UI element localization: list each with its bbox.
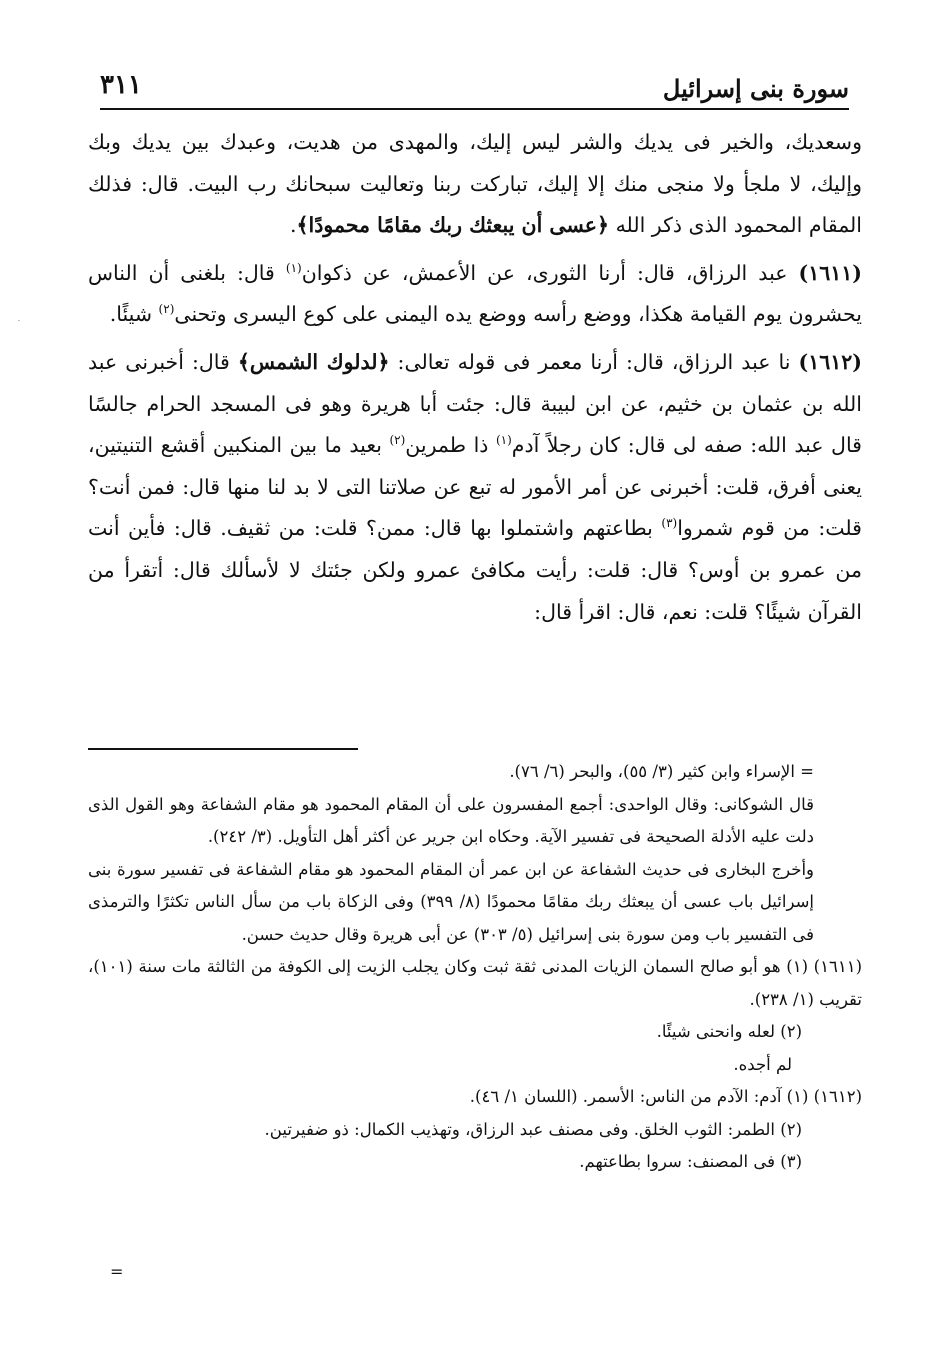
footnote: (٢) الطمر: الثوب الخلق. وفى مصنف عبد الرزاق، وتهذيب الكمال: ذو ضفيرتين.	[264, 1119, 802, 1139]
footnote: وأخرج البخارى فى حديث الشفاعة عن ابن عمر أن المقام المحمود هو مقام الشفاعة فى تفسير سورة بنى إسرائيل باب عسى أن يبعثك ربك مقامًا محمودًا (٨/ ٣٩٩) وفى الزكاة باب من سأل الناس تكثرًا والترمذى فى التفسير باب ومن سورة بنى إسرائيل (٥/ ٣٠٣) عن أبى هريرة وقال حديث حسن.	[88, 859, 814, 944]
page-number: ٣١١	[100, 70, 142, 100]
main-text	[88, 122, 862, 639]
footnote: لم أجده.	[733, 1054, 792, 1074]
quran-quote: ﴿عسى أن يبعثك ربك مقامًا محمودًا﴾	[296, 213, 610, 238]
hadith-number: (١٦١٢)	[798, 349, 862, 374]
footnote: (١٦١١) (١) هو أبو صالح السمان الزيات المدنى ثقة ثبت وكان يجلب الزيت إلى الكوفة من الثالثة مات سنة (١٠١)، تقريب (١/ ٢٣٨).	[88, 957, 863, 1009]
margin-mark: =	[110, 1262, 124, 1281]
footnote: (٢) لعله وانحنى شيئًا.	[656, 1022, 802, 1041]
quran-quote: ﴿لدلوك الشمس﴾	[237, 349, 390, 374]
hadith-number: (١٦١١)	[798, 260, 862, 285]
paragraph-1: وسعديك، والخير فى يديك والشر ليس إليك، والمهدى من هديت، وعبدك بين يديك وبك وإليك، لا ملجأ ولا منجى منك إلا إليك، تباركت ربنا وتعاليت سبحانك رب البيت. قال: فذلك المقام المحمود الذى ذكر الله ﴿عسى أن يبعثك ربك مقامًا محمودًا﴾.	[88, 130, 862, 238]
page-header	[100, 68, 849, 108]
footnote: قال الشوكانى: وقال الواحدى: أجمع المفسرون على أن المقام المحمود هو مقام الشفاعة وهو القول الذى دلت عليه الأدلة الصحيحة فى تفسير الآية. وحكاه ابن جرير عن أكثر أهل التأويل. (٣/ ٢٤٢).	[88, 794, 814, 846]
footnote-ref: (٢)	[158, 302, 175, 317]
scan-speck: ·	[18, 318, 20, 325]
paragraph-1611: (١٦١١) عبد الرزاق، قال: أرنا الثورى، عن الأعمش، عن ذكوان$^{(١)}$ قال: بلغنى أن الناس يحشرون يوم القيامة هكذا، ووضع رأسه ووضع يده اليمنى على كوع اليسرى وتحنى$^{(٢)}$ شيئًا.	[88, 260, 862, 327]
header-rule	[100, 108, 849, 110]
surah-title: سورة بنى إسرائيل	[662, 74, 849, 103]
footnote: = الإسراء وابن كثير (٣/ ٥٥)، والبحر (٦/ ٧٦).	[509, 762, 814, 781]
footnote: (٣) فى المصنف: سروا بطاعتهم.	[579, 1152, 802, 1171]
footnote-ref: (١)	[495, 433, 512, 448]
footnote-separator	[88, 748, 358, 750]
footnotes	[88, 756, 862, 1179]
footnote-ref: (٣)	[661, 516, 678, 531]
paragraph-1612: (١٦١٢) نا عبد الرزاق، قال: أرنا معمر فى قوله تعالى: ﴿لدلوك الشمس﴾ قال: أخبرنى عبد الله بن عثمان بن خثيم، عن ابن لبيبة قال: جئت أبا هريرة وهو فى المسجد الحرام جالسًا قال عبد الله: صفه لى قال: كان رجلاً آدم$^{(١)}$ ذا طمرين$^{(٢)}$ بعيد ما بين المنكبين أقشع التنيتين، يعنى أفرق، قلت: أخبرنى عن أمر الأمور له تبع عن صلاتنا التى لا بد لنا منها قال: فمن أنت؟ قلت: من قوم شمروا$^{(٣)}$ بطاعتهم واشتملوا بها قال: ممن؟ قلت: من ثقيف. قال: فأين أنت من عمرو بن أوس؟ قال: قلت: رأيت مكافئ عمرو ولكن جئتك لا لأسألك قال: أتقرأ من القرآن شيئًا؟ قلت: نعم، قال: اقرأ قال:	[88, 349, 862, 624]
footnote-ref: (١)	[285, 260, 302, 275]
footnote-ref: (٢)	[389, 433, 406, 448]
footnote: (١٦١٢) (١) آدم: الآدم من الناس: الأسمر. (اللسان ١/ ٤٦).	[469, 1087, 862, 1106]
